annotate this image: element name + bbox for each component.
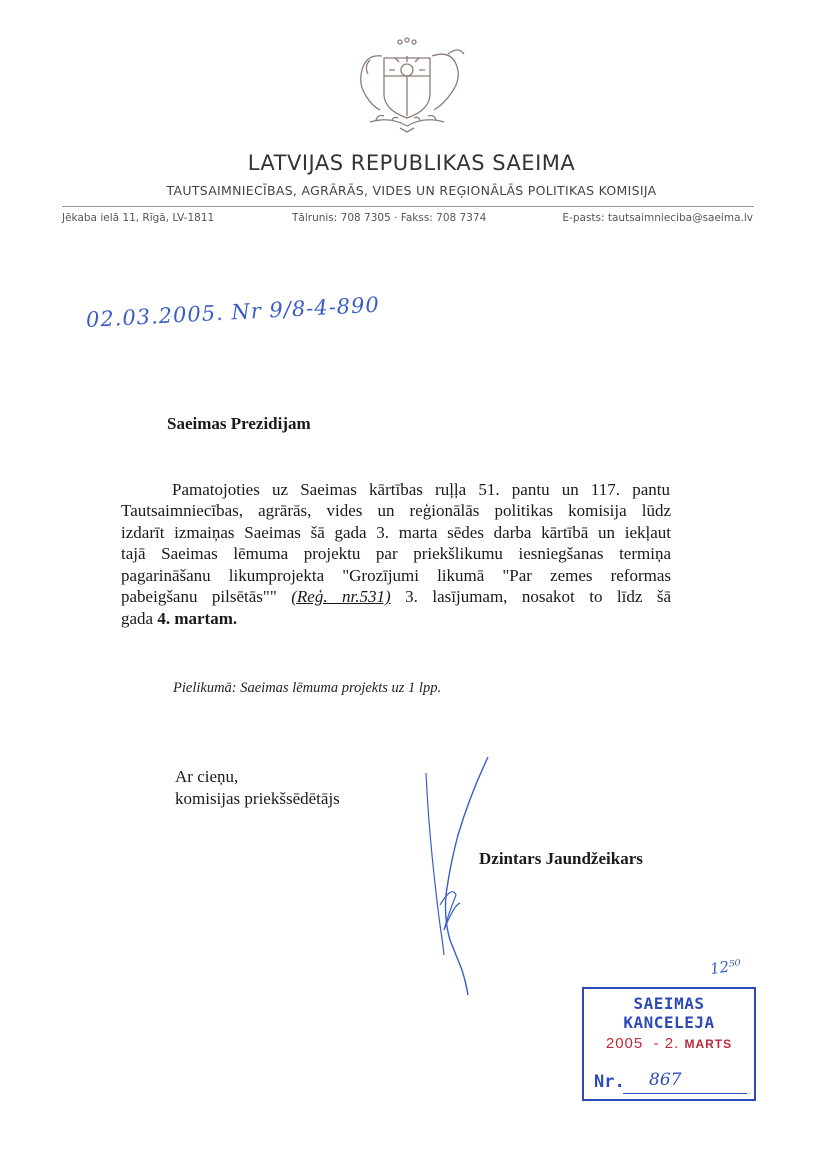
stamp-date [584,1035,754,1052]
stamp-number-label: Nr. [594,1072,625,1092]
closing-greeting: Ar cieņu, [175,767,239,786]
body-line: Tautsaimniecības, agrārās, vides un reģionālās politikas komisija lūdz [121,501,671,520]
registration-number: (Reģ. nr.531) [291,587,391,606]
phone-fax: Tālrunis: 708 7305 · Fakss: 708 7374 [292,212,487,224]
deadline-date: 4. martam. [157,609,238,628]
body-text: pabeigšanu pilsētās"" [121,587,277,606]
stamp-number-line [623,1093,747,1094]
body-line: pagarināšanu likumprojekta "Grozījumi likumā "Par zemes reformas [121,566,671,585]
body-text: gada [121,609,154,628]
stamp-number-value: 867 [649,1070,682,1090]
attachment-note: Pielikumā: Saeimas lēmuma projekts uz 1 lpp. [173,680,442,696]
handwritten-signature [410,755,510,1000]
letterhead-divider [62,206,754,207]
signer-name: Dzintars Jaundžeikars [479,849,643,868]
body-line: izdarīt izmaiņas Saeimas šā gada 3. marta sēdes darba kārtībā un iekļaut [121,523,671,542]
body-line: tajā Saeimas lēmuma projektu par priekšlikumu iesniegšanas termiņa [121,544,671,563]
address: Jēkaba ielā 11, Rīgā, LV-1811 [62,212,215,224]
body-line [121,587,671,607]
stamp-day: - 2. [653,1035,680,1052]
addressee: Saeimas Prezidijam [167,414,311,433]
committee-name: TAUTSAIMNIECĪBAS, AGRĀRĀS, VIDES UN REĢIONĀLĀS POLITIKAS KOMISIJA [166,183,657,198]
handwritten-time-note: 12⁵⁰ [708,955,743,979]
stamp-year: 2005 [605,1035,644,1052]
registration-stamp [582,987,756,1101]
body-line: Pamatojoties uz Saeimas kārtības ruļļa 51. pantu un 117. pantu [172,480,670,499]
handwritten-reference-number: 02.03.2005. Nr 9/8-4-890 [85,292,381,332]
stamp-title: SAEIMAS KANCELEJA [623,994,715,1032]
email: E-pasts: tautsaimnieciba@saeima.lv [562,212,753,224]
body-text: 3. lasījumam, nosakot to līdz šā [405,587,671,606]
organization-name: LATVIJAS REPUBLIKAS SAEIMA [247,151,576,175]
body-line [121,609,237,629]
stamp-month: MARTS [684,1037,733,1051]
coat-of-arms-icon [340,36,474,136]
signer-role: komisijas priekšsēdētājs [175,789,340,808]
